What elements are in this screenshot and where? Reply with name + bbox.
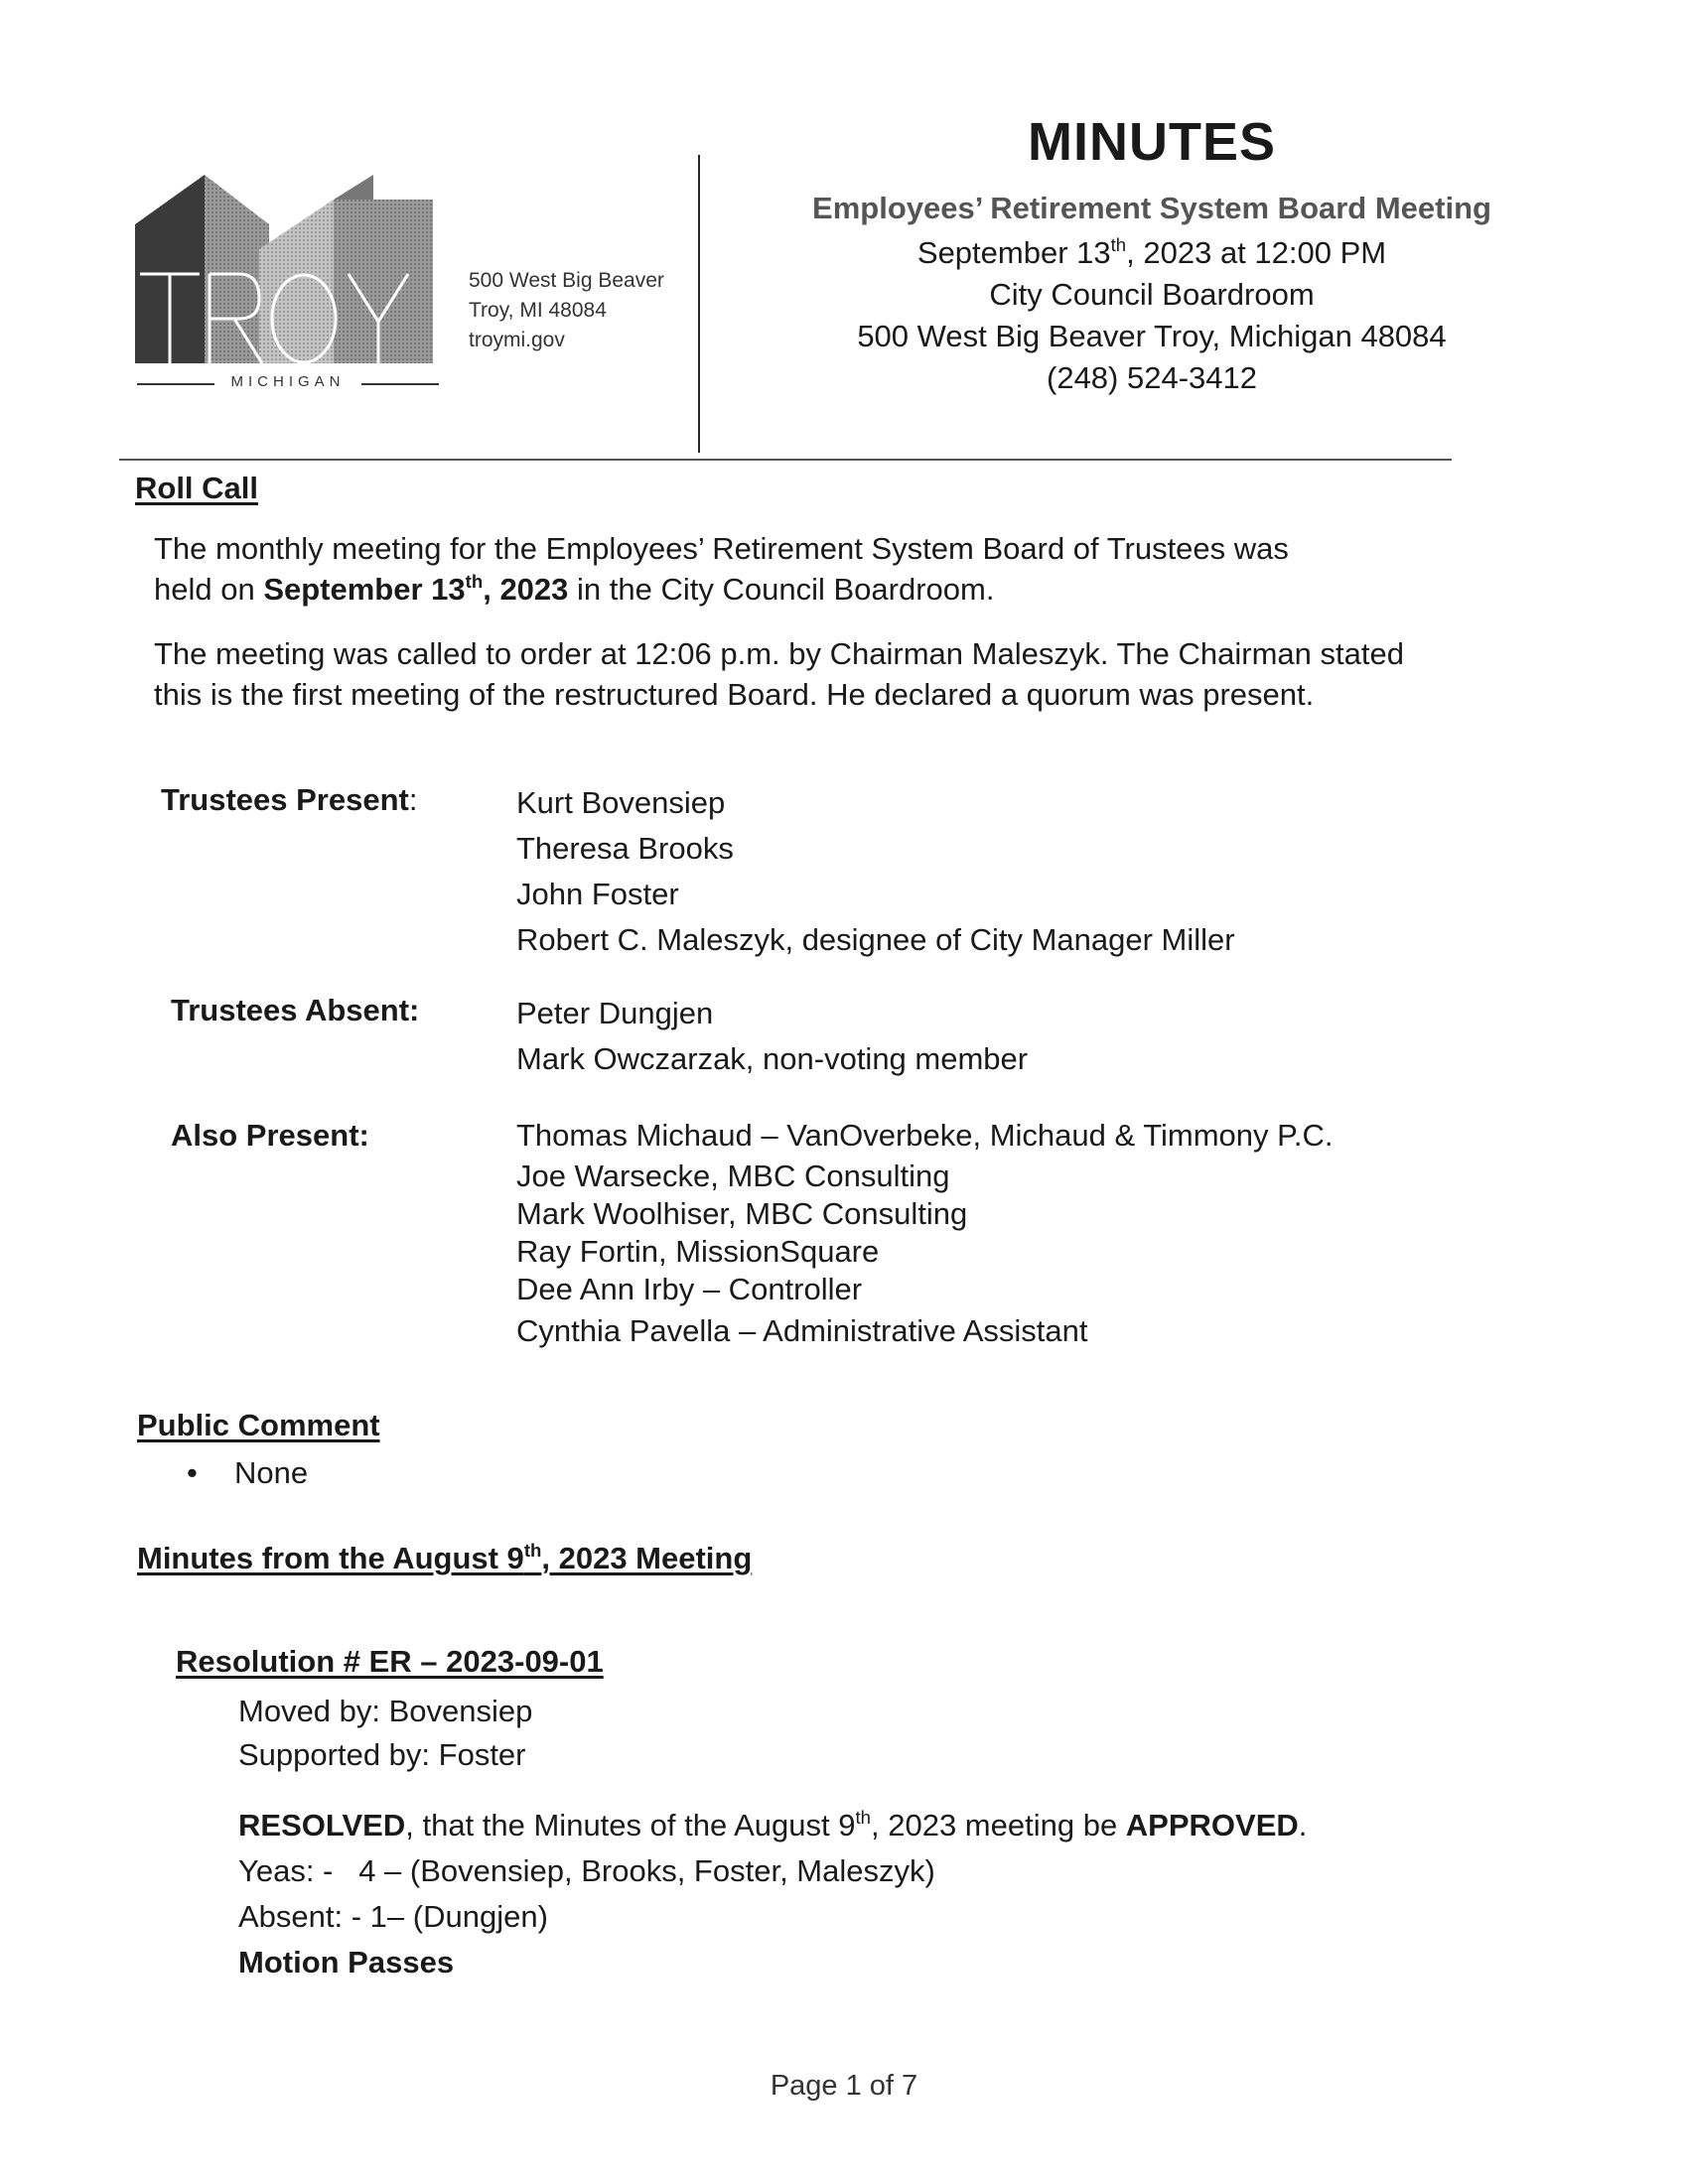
meeting-address: 500 West Big Beaver Troy, Michigan 48084 <box>857 319 1447 353</box>
trustees-absent-label: Trustees Absent: <box>171 993 420 1027</box>
list-item: Ray Fortin, MissionSquare <box>516 1234 880 1269</box>
troy-logo-graphic <box>135 175 443 403</box>
moved-by: Moved by: Bovensiep <box>238 1694 533 1728</box>
resolved-line: RESOLVED, that the Minutes of the August 9th, 2023 meeting be APPROVED. <box>238 1806 1308 1843</box>
trustees-present-label: Trustees Present: <box>161 782 418 817</box>
roll-call-paragraph-1: The monthly meeting for the Employees’ Retirement System Board of Trustees was held on September 13th, 2023 in the City Council Boardroom. <box>154 531 1289 607</box>
logo-subtext: MICHIGAN <box>230 373 346 390</box>
roll-call-paragraph-2: The meeting was called to order at 12:06 p.m. by Chairman Maleszyk. The Chairman stated this is the first meeting of the restructured Board. He declared a quorum was present. <box>154 636 1404 712</box>
also-present-list <box>516 1114 1333 1354</box>
address-line2: Troy, MI 48084 <box>469 299 607 322</box>
list-item: Mark Woolhiser, MBC Consulting <box>516 1196 968 1231</box>
troy-logo <box>135 175 443 403</box>
list-item: Dee Ann Irby – Controller <box>516 1272 863 1306</box>
list-item: Cynthia Pavella – Administrative Assistant <box>516 1313 1088 1348</box>
resolution-heading: Resolution # ER – 2023-09-01 <box>176 1644 604 1679</box>
list-item: Robert C. Maleszyk, designee of City Manager Miller <box>516 922 1235 957</box>
roll-call-heading: Roll Call <box>135 471 259 505</box>
resolution-text <box>238 1803 1307 1985</box>
public-comment-heading: Public Comment <box>137 1408 380 1442</box>
meeting-location: City Council Boardroom <box>989 277 1315 312</box>
trustees-present-list <box>516 780 1235 963</box>
public-comment-item: • None <box>187 1455 309 1490</box>
list-item: Mark Owczarzak, non-voting member <box>516 1041 1029 1076</box>
meeting-date: September 13th, 2023 at 12:00 PM <box>916 233 1387 270</box>
trustees-absent-list <box>516 991 1028 1082</box>
list-item: Joe Warsecke, MBC Consulting <box>516 1159 950 1193</box>
logo-rule-left <box>137 383 214 385</box>
resolution-movers <box>238 1690 532 1777</box>
meeting-phone: (248) 524-3412 <box>1047 360 1257 395</box>
list-item: Kurt Bovensiep <box>516 785 726 820</box>
yeas-line: Yeas: - 4 – (Bovensiep, Brooks, Foster, Maleszyk) <box>238 1853 935 1888</box>
header-rule <box>119 459 1452 461</box>
list-item: John Foster <box>516 877 679 911</box>
logo-subtext-row <box>137 373 440 393</box>
minutes-section-heading: Minutes from the August 9th, 2023 Meeting <box>137 1539 753 1575</box>
header-divider <box>698 155 700 453</box>
address-line1: 500 West Big Beaver <box>469 269 664 292</box>
list-item: Thomas Michaud – VanOverbeke, Michaud & Timmony P.C. <box>516 1118 1334 1153</box>
logo-rule-right <box>361 383 439 385</box>
list-item: Peter Dungjen <box>516 996 714 1030</box>
page-number: Page 1 of 7 <box>770 2070 918 2102</box>
also-present-label: Also Present: <box>171 1118 369 1153</box>
document-title: MINUTES <box>1028 112 1276 172</box>
supported-by: Supported by: Foster <box>238 1737 526 1772</box>
absent-line: Absent: - 1– (Dungjen) <box>238 1899 548 1934</box>
motion-result: Motion Passes <box>238 1945 455 1979</box>
bullet: • <box>187 1455 198 1490</box>
meeting-header <box>755 109 1549 399</box>
website: troymi.gov <box>469 329 565 351</box>
meeting-subtitle: Employees’ Retirement System Board Meeting <box>812 191 1491 225</box>
list-item: Theresa Brooks <box>516 831 734 866</box>
letterhead-address <box>469 266 664 355</box>
